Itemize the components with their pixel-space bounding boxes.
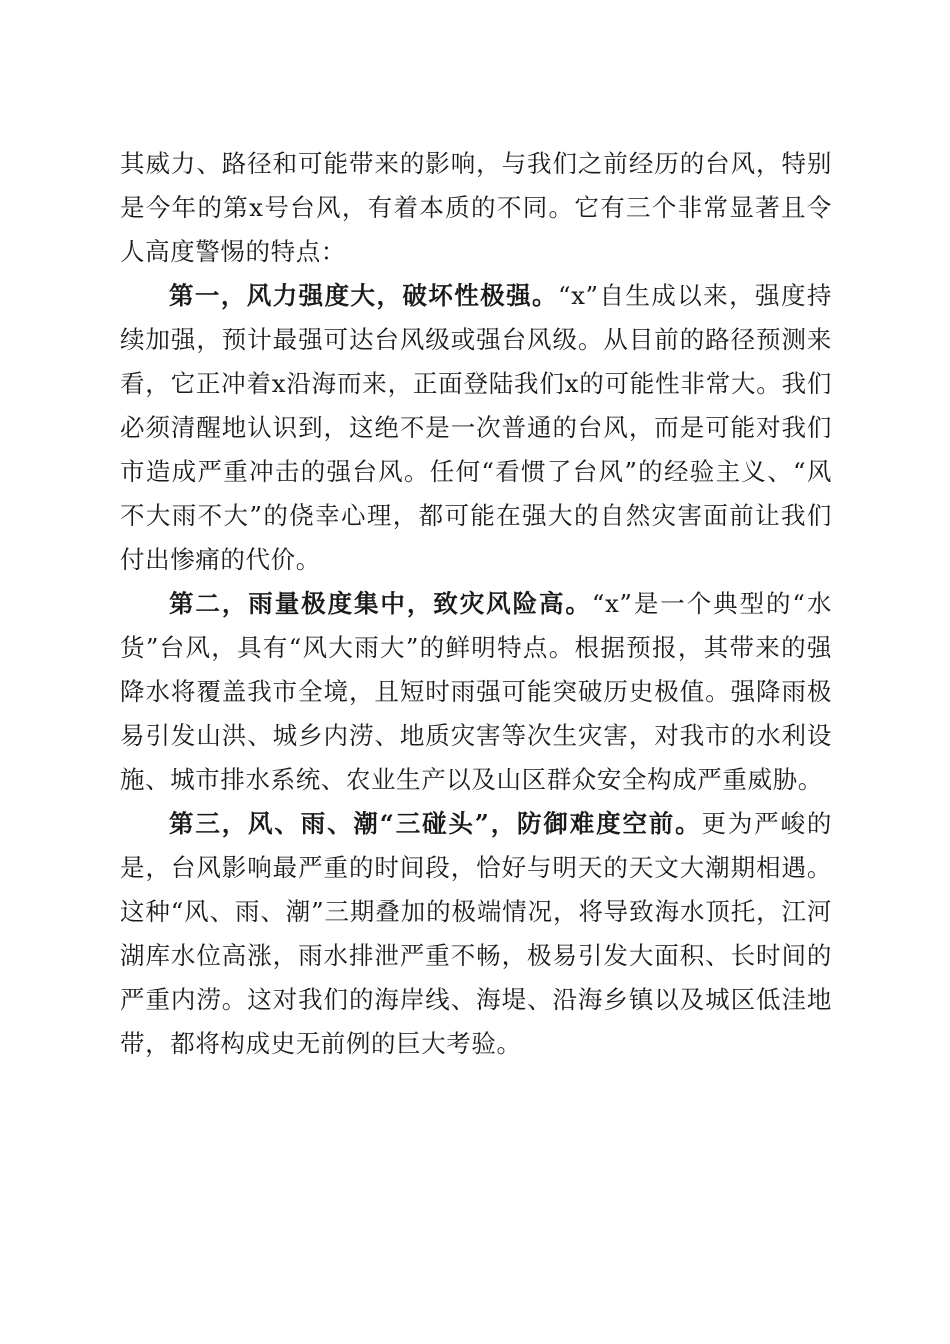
paragraph-point-three [120, 802, 832, 1066]
paragraph-point-two [120, 582, 832, 802]
paragraph-text: “x”自生成以来，强度持续加强，预计最强可达台风级或强台风级。从目前的路径预测来看，它正冲着x沿海而来，正面登陆我们x的可能性非常大。我们必须清醒地认识到，这绝不是一次普通的台风，而是可能对我们市造成严重冲击的强台风。任何“看惯了台风”的经验主义、“风不大雨不大”的侥幸心理，都可能在强大的自然灾害面前让我们付出惨痛的代价。 [120, 281, 832, 574]
paragraph-text: “x”是一个典型的“水货”台风，具有“风大雨大”的鲜明特点。根据预报，其带来的强降水将覆盖我市全境，且短时雨强可能突破历史极值。强降雨极易引发山洪、城乡内涝、地质灾害等次生灾害，对我市的水利设施、城市排水系统、农业生产以及山区群众安全构成严重威胁。 [120, 589, 832, 794]
paragraph-point-one [120, 274, 832, 582]
paragraph-text: 其威力、路径和可能带来的影响，与我们之前经历的台风，特别是今年的第x号台风，有着本质的不同。它有三个非常显著且令人高度警惕的特点： [120, 149, 832, 266]
document-body [120, 142, 832, 1066]
paragraph-heading: 第一，风力强度大，破坏性极强。 [169, 281, 558, 310]
paragraph-intro [120, 142, 832, 274]
paragraph-heading: 第三，风、雨、潮“三碰头”，防御难度空前。 [169, 809, 702, 838]
paragraph-text: 更为严峻的是，台风影响最严重的时间段，恰好与明天的天文大潮期相遇。这种“风、雨、潮”三期叠加的极端情况，将导致海水顶托，江河湖库水位高涨，雨水排泄严重不畅，极易引发大面积、长时间的严重内涝。这对我们的海岸线、海堤、沿海乡镇以及城区低洼地带，都将构成史无前例的巨大考验。 [120, 809, 832, 1058]
paragraph-heading: 第二，雨量极度集中，致灾风险高。 [169, 589, 592, 618]
